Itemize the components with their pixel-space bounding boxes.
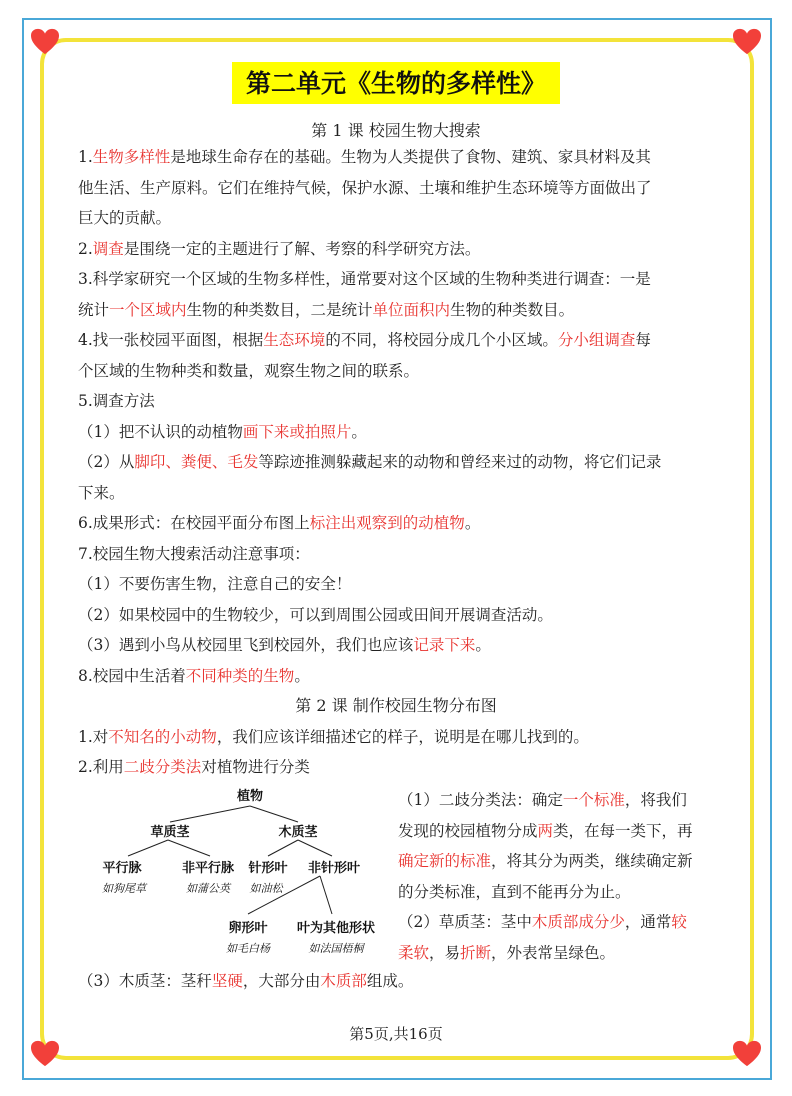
highlight-term: 不同种类的生物	[185, 666, 295, 685]
text-segment: （1）不要伤害生物，注意自己的安全！	[78, 575, 352, 593]
text-segment: 。	[294, 666, 310, 685]
lesson-1-line	[78, 543, 310, 565]
text-segment: 巨大的贡献。	[78, 209, 172, 227]
text-segment: 的不同，将校园分成几个小区域。	[325, 331, 558, 349]
highlight-term: 单位面积内	[372, 300, 451, 319]
lesson-1-line	[78, 329, 651, 351]
highlight-term: 标注出观察到的动植物	[309, 514, 465, 532]
lesson-1-line	[78, 634, 491, 656]
explanation-line	[398, 910, 687, 932]
highlight-term: 记录下来	[413, 636, 476, 654]
text-segment: 1.	[78, 148, 93, 166]
tree-node-other: 叶为其他形状	[296, 921, 376, 936]
text-segment: 个区域的生物种类和数量，观察生物之间的联系。	[78, 361, 420, 380]
text-segment: 3.科学家研究一个区域的生物多样性，通常要对这个区域的生物种类进行调查：一是	[78, 270, 651, 288]
tree-node-root: 植物	[236, 789, 264, 804]
explanation-line	[398, 849, 693, 871]
lesson-1-line	[78, 390, 155, 412]
text-segment: 他生活、生产原料。它们在维持气候，保护水源、土壤和维护生态环境等方面做出了	[78, 178, 652, 197]
explanation-line	[398, 819, 693, 841]
text-segment: 生物的种类数目，二是统计	[186, 300, 373, 319]
tree-node-oval: 卵形叶	[228, 921, 268, 936]
text-segment: 生物的种类数目。	[450, 300, 575, 319]
lesson-1-line	[78, 482, 125, 504]
text-segment: ，将其分为两类，继续确定新	[491, 852, 693, 870]
lesson-1-heading: 第 1 课 校园生物大搜索	[311, 121, 481, 140]
text-segment: 。	[464, 514, 481, 532]
text-segment: 统计	[78, 300, 110, 319]
heart-icon	[30, 1040, 60, 1068]
text-segment: （2）草质茎：茎中	[398, 913, 532, 931]
lesson-1-line	[78, 512, 480, 534]
highlight-term: 二歧分类法	[123, 758, 202, 776]
tree-example-other: 如法国梧桐	[308, 942, 364, 955]
tree-node-nonneedle: 非针形叶	[307, 861, 361, 876]
highlight-term: 木质部	[320, 972, 367, 990]
text-segment: （2）如果校园中的生物较少，可以到周围公园或田间开展调查活动。	[78, 605, 553, 624]
tree-example-nonparallel: 如蒲公英	[186, 882, 230, 895]
text-segment: 等踪迹推测躲藏起来的动物和曾经来过的动物，将它们记录	[258, 453, 662, 471]
lesson-1-line	[78, 360, 419, 382]
highlight-term: 一个区域内	[109, 300, 187, 319]
text-segment: （3）木质茎：茎秆	[78, 972, 212, 990]
lesson-1-line	[78, 268, 651, 290]
explanation-line	[398, 880, 631, 902]
woody-stem-line	[78, 970, 413, 992]
heart-icon	[732, 28, 762, 56]
text-segment: ，易	[429, 943, 461, 962]
text-segment: 5.调查方法	[78, 392, 155, 410]
text-segment: 每	[635, 331, 651, 349]
text-segment: 是地球生命存在的基础。生物为人类提供了食物、建筑、家具材料及其	[170, 148, 651, 166]
text-segment: ，外表常呈绿色。	[491, 943, 616, 962]
lesson-2-line	[78, 756, 310, 778]
highlight-term: 不知名的小动物	[108, 728, 217, 746]
lesson-1-line	[78, 207, 171, 229]
lesson-2-heading: 第 2 课 制作校园生物分布图	[295, 696, 497, 715]
lesson-1-line	[78, 146, 651, 168]
text-segment: 6.成果形式：在校园平面分布图上	[78, 514, 310, 532]
highlight-term: 确定新的标准	[398, 852, 492, 870]
text-segment: ，我们应该详细描述它的样子，说明是在哪儿找到的。	[216, 728, 589, 746]
highlight-term: 生物多样性	[92, 148, 171, 166]
text-segment: 组成。	[366, 972, 414, 990]
explanation-line	[398, 941, 615, 963]
text-segment: 2.利用	[78, 758, 124, 776]
tree-node-wood: 木质茎	[278, 825, 318, 840]
text-segment: 。	[351, 422, 367, 441]
text-segment: 2.	[78, 239, 93, 258]
title-wrap	[0, 62, 792, 104]
lesson-1-line	[78, 451, 661, 473]
text-segment: 类，在每一类下，再	[553, 821, 693, 840]
text-segment: ，通常	[624, 913, 672, 931]
text-segment: （2）从	[78, 453, 135, 471]
highlight-term: 两	[537, 821, 554, 840]
tree-node-needle: 针形叶	[248, 861, 288, 876]
text-segment: （1）二歧分类法：确定	[398, 791, 563, 809]
lesson-1-line	[78, 573, 351, 595]
text-segment: ，大部分由	[242, 972, 321, 990]
highlight-term: 木质部成分少	[531, 913, 625, 931]
lesson-2-line	[78, 726, 589, 748]
text-segment: ，将我们	[624, 791, 687, 809]
tree-node-parallel: 平行脉	[102, 861, 142, 876]
text-segment: 7.校园生物大搜索活动注意事项：	[78, 544, 310, 563]
classification-tree-diagram	[80, 784, 390, 964]
heart-icon	[30, 28, 60, 56]
highlight-term: 折断	[460, 943, 492, 962]
page-footer: 第5页,共16页	[349, 1025, 443, 1043]
lesson-1-line	[78, 177, 652, 199]
explanation-line	[398, 788, 687, 810]
text-segment: （1）把不认识的动植物	[78, 422, 243, 441]
text-segment: 对植物进行分类	[201, 758, 310, 776]
tree-example-parallel: 如狗尾草	[102, 882, 146, 895]
text-segment: 1.对	[78, 728, 109, 746]
text-segment: 下来。	[78, 483, 125, 502]
tree-node-nonparallel: 非平行脉	[181, 861, 235, 876]
highlight-term: 脚印、粪便、毛发	[134, 453, 259, 471]
heart-icon	[732, 1040, 762, 1068]
text-segment: 。	[475, 636, 491, 654]
highlight-term: 较	[671, 913, 687, 931]
page-title: 第二单元《生物的多样性》	[232, 62, 560, 104]
text-segment: 发现的校园植物分成	[398, 821, 538, 840]
tree-example-oval: 如毛白杨	[226, 942, 270, 955]
text-segment: 的分类标准，直到不能再分为止。	[398, 882, 631, 901]
text-segment: 是围绕一定的主题进行了解、考察的科学研究方法。	[123, 239, 481, 258]
lesson-1-line	[78, 421, 367, 443]
lesson-1-line	[78, 238, 480, 260]
tree-example-needle: 如油松	[249, 882, 283, 895]
highlight-term: 坚硬	[211, 972, 243, 990]
lesson-1-line	[78, 604, 553, 626]
highlight-term: 调查	[92, 239, 124, 258]
highlight-term: 柔软	[398, 943, 430, 962]
highlight-term: 一个标准	[562, 791, 625, 809]
highlight-term: 分小组调查	[557, 331, 636, 349]
lesson-1-line	[78, 665, 310, 687]
text-segment: 8.校园中生活着	[78, 666, 186, 685]
tree-node-herb: 草质茎	[150, 825, 190, 840]
text-segment: （3）遇到小鸟从校园里飞到校园外，我们也应该	[78, 636, 414, 654]
highlight-term: 画下来或拍照片	[242, 422, 352, 441]
text-segment: 4.找一张校园平面图，根据	[78, 331, 264, 349]
highlight-term: 生态环境	[263, 331, 326, 349]
lesson-1-line	[78, 299, 574, 321]
